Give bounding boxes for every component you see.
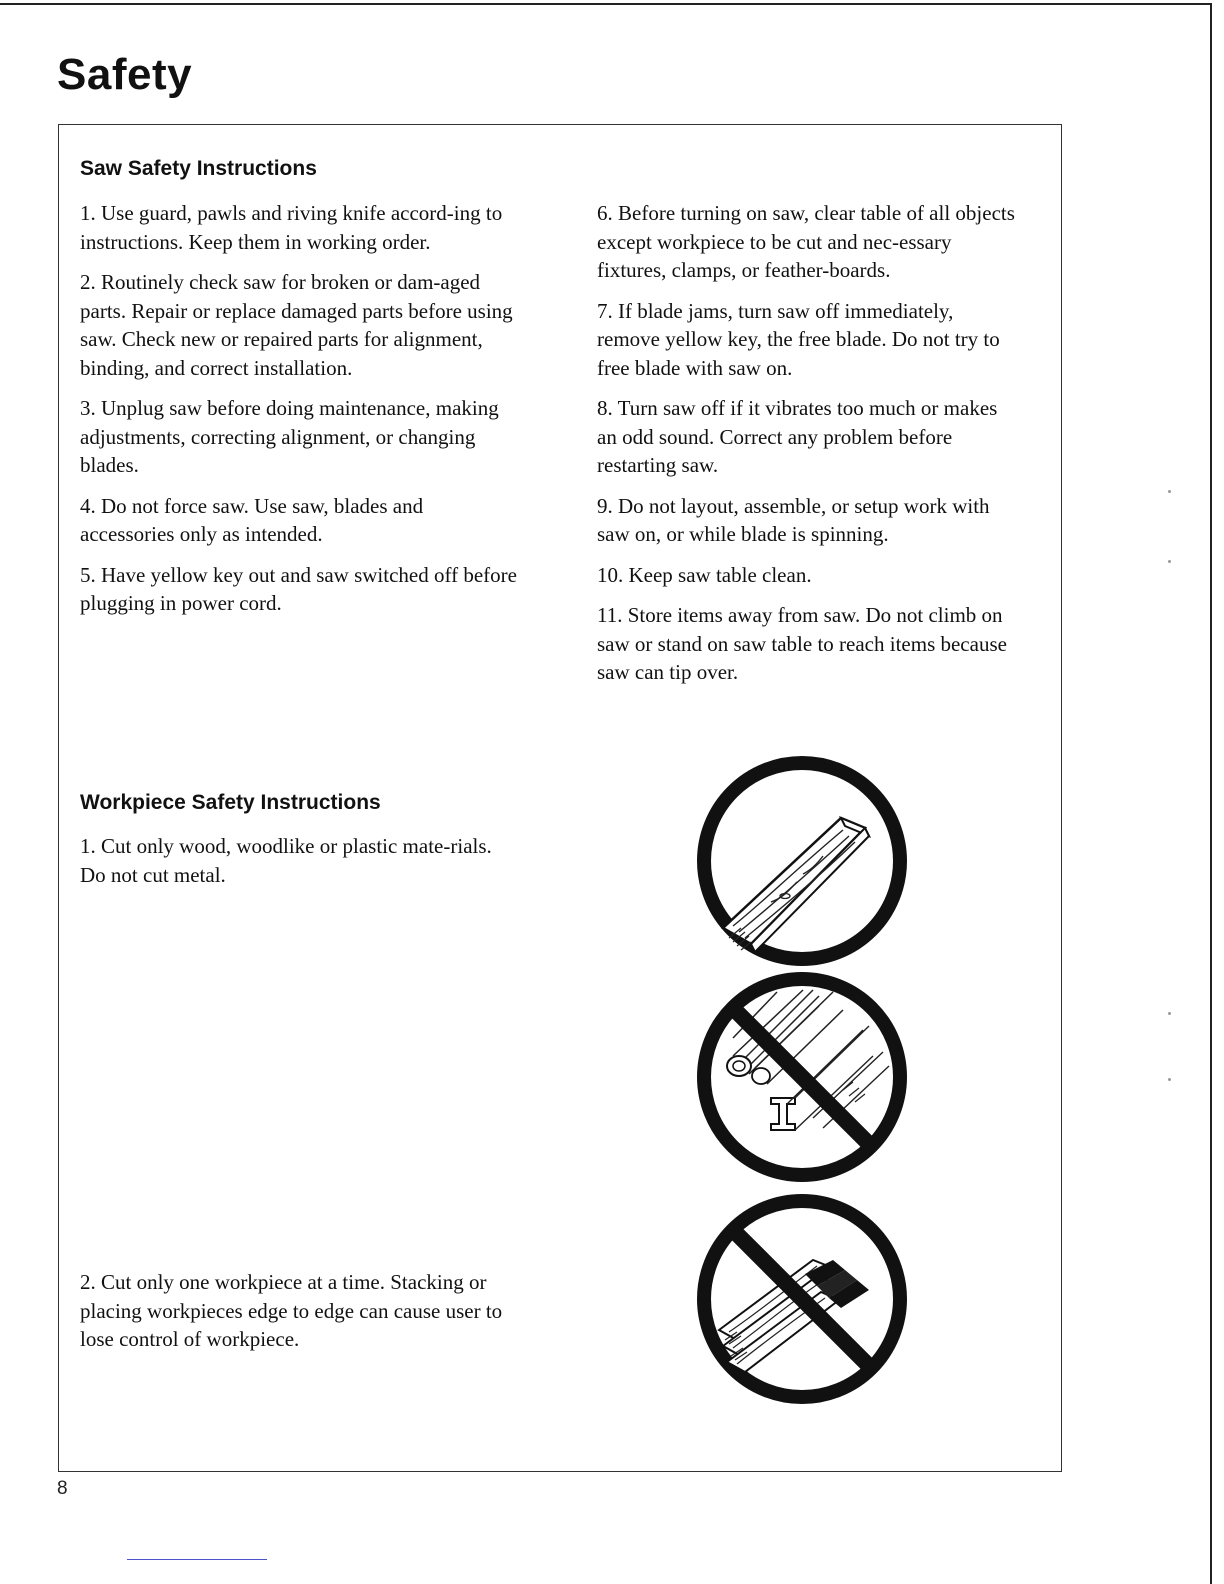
scan-speck	[1168, 1012, 1171, 1015]
workpiece-safety-heading: Workpiece Safety Instructions	[80, 791, 381, 814]
bottom-link-underline	[127, 1559, 267, 1560]
saw-instruction-10: 10. Keep saw table clean.	[597, 562, 812, 587]
page-title: Safety	[57, 50, 193, 99]
workpiece-instruction-1-text: 1. Cut only wood, woodlike or plastic mate-rials. Do not cut metal.	[80, 834, 492, 887]
saw-safety-right-column	[597, 199, 1017, 699]
workpiece-instruction-1	[80, 832, 520, 901]
workpiece-instruction-2-text: 2. Cut only one workpiece at a time. Stacking or placing workpieces edge to edge can cause user to lose control of workpiece.	[80, 1270, 503, 1351]
saw-instruction-3: 3. Unplug saw before doing maintenance, making adjustments, correcting alignment, or changing blades.	[80, 396, 499, 477]
saw-instruction-7: 7. If blade jams, turn saw off immediately, remove yellow key, the free blade. Do not try to free blade with saw on.	[597, 298, 1000, 380]
prohibited-metal-icon	[693, 968, 911, 1191]
scan-speck	[1168, 560, 1171, 563]
scan-speck	[1168, 490, 1171, 493]
saw-instruction-11: 11. Store items away from saw. Do not climb on saw or stand on saw table to reach items because saw can tip over.	[597, 603, 1007, 684]
scan-speck	[1168, 1078, 1171, 1081]
saw-instruction-5: 5. Have yellow key out and saw switched off before plugging in power cord.	[80, 562, 517, 615]
saw-instruction-2: 2. Routinely check saw for broken or dam-aged parts. Repair or replace damaged parts before using saw. Check new or repaired parts for alignment, binding, and correct installation.	[80, 270, 513, 380]
allowed-wood-board-icon	[693, 752, 911, 975]
saw-instruction-6: 6. Before turning on saw, clear table of all objects except workpiece to be cut and nec-essary fixtures, clamps, or feather-boards.	[597, 201, 1015, 282]
workpiece-instruction-2	[80, 1268, 520, 1366]
saw-safety-heading: Saw Safety Instructions	[80, 157, 317, 180]
right-border-line	[1210, 3, 1212, 1584]
page-number: 8	[57, 1478, 68, 1499]
saw-instruction-4: 4. Do not force saw. Use saw, blades and accessories only as intended.	[80, 493, 424, 546]
prohibited-stacked-workpieces-icon	[693, 1190, 911, 1413]
saw-instruction-9: 9. Do not layout, assemble, or setup work with saw on, or while blade is spinning.	[597, 493, 990, 546]
saw-safety-left-column	[80, 199, 520, 630]
saw-instruction-1: 1. Use guard, pawls and riving knife accord-ing to instructions. Keep them in working order.	[80, 201, 503, 254]
saw-instruction-8: 8. Turn saw off if it vibrates too much or makes an odd sound. Correct any problem before restarting saw.	[597, 396, 998, 477]
top-border-line	[0, 3, 1210, 5]
